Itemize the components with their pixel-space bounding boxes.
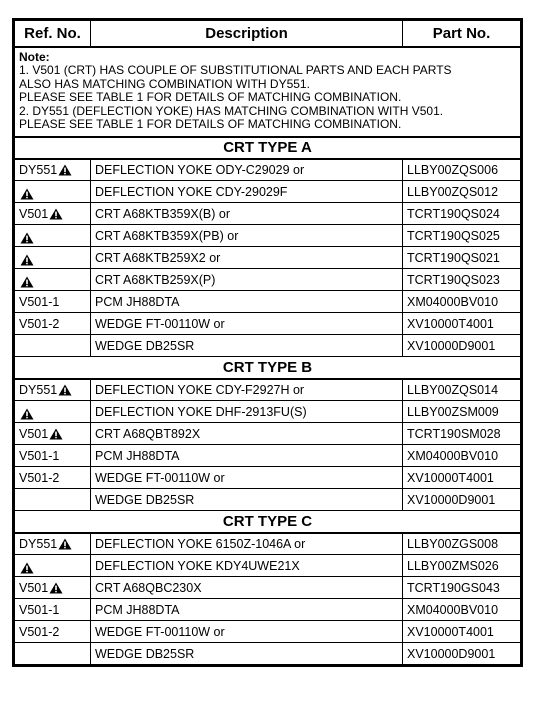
note-line: 1. V501 (CRT) HAS COUPLE OF SUBSTITUTIONAL PARTS AND EACH PARTS (19, 63, 452, 77)
ref-no-text: V501 (19, 206, 49, 221)
ref-no-wrapper (19, 188, 34, 200)
description-cell: DEFLECTION YOKE ODY-C29029 or (91, 159, 403, 181)
description-cell: DEFLECTION YOKE CDY-29029F (91, 181, 403, 203)
table-row (15, 643, 521, 665)
warning-triangle-icon (20, 232, 34, 244)
ref-no-cell (15, 291, 91, 313)
section-row (15, 357, 521, 379)
ref-no-cell (15, 269, 91, 291)
note-title: Note: (19, 49, 50, 64)
ref-no-cell (15, 467, 91, 489)
part-no-cell: TCRT190QS023 (403, 269, 521, 291)
description-cell: PCM JH88DTA (91, 291, 403, 313)
ref-no-wrapper (19, 408, 34, 420)
table-row (15, 555, 521, 577)
ref-no-cell (15, 335, 91, 357)
description-cell: WEDGE DB25SR (91, 489, 403, 511)
ref-no-cell (15, 203, 91, 225)
ref-no-wrapper (19, 581, 63, 595)
ref-no-wrapper (19, 625, 59, 639)
ref-no-text: V501-2 (19, 470, 60, 485)
part-no-cell: XV10000T4001 (403, 621, 521, 643)
ref-no-text: V501 (19, 580, 49, 595)
part-no-cell: XV10000D9001 (403, 643, 521, 665)
table-row (15, 203, 521, 225)
description-cell: WEDGE FT-00110W or (91, 467, 403, 489)
warning-triangle-icon (49, 428, 63, 440)
ref-no-wrapper (19, 562, 34, 574)
part-no-cell: TCRT190QS024 (403, 203, 521, 225)
table-body (15, 47, 521, 665)
note-line: PLEASE SEE TABLE 1 FOR DETAILS OF MATCHING COMBINATION. (19, 90, 402, 104)
part-no-cell: LLBY00ZGS008 (403, 533, 521, 555)
table-row (15, 445, 521, 467)
ref-no-wrapper (19, 232, 34, 244)
description-cell: CRT A68QBT892X (91, 423, 403, 445)
warning-triangle-icon (20, 254, 34, 266)
ref-no-wrapper (19, 317, 59, 331)
parts-list-sheet (12, 18, 523, 667)
ref-no-text: DY551 (19, 162, 58, 177)
warning-triangle-icon (20, 408, 34, 420)
ref-no-cell (15, 423, 91, 445)
ref-no-cell (15, 159, 91, 181)
part-no-header: Part No. (403, 21, 521, 47)
description-cell: WEDGE DB25SR (91, 643, 403, 665)
ref-no-cell (15, 445, 91, 467)
part-no-cell: TCRT190GS043 (403, 577, 521, 599)
ref-no-text: V501-1 (19, 448, 60, 463)
ref-no-text: V501-1 (19, 602, 60, 617)
table-row (15, 489, 521, 511)
part-no-cell: LLBY00ZQS014 (403, 379, 521, 401)
table-row (15, 533, 521, 555)
table-row (15, 621, 521, 643)
ref-no-wrapper (19, 207, 63, 221)
table-row (15, 181, 521, 203)
description-cell: CRT A68QBC230X (91, 577, 403, 599)
ref-no-text: V501 (19, 426, 49, 441)
warning-triangle-icon (49, 208, 63, 220)
section-title: CRT TYPE A (15, 137, 521, 159)
part-no-cell: XV10000T4001 (403, 467, 521, 489)
table-row (15, 423, 521, 445)
ref-no-cell (15, 489, 91, 511)
warning-triangle-icon (58, 384, 72, 396)
ref-no-cell (15, 555, 91, 577)
table-row (15, 269, 521, 291)
part-no-cell: XM04000BV010 (403, 599, 521, 621)
description-header: Description (91, 21, 403, 47)
part-no-cell: XV10000T4001 (403, 313, 521, 335)
note-cell (15, 47, 521, 137)
section-row (15, 511, 521, 533)
section-row (15, 137, 521, 159)
note-row (15, 47, 521, 137)
ref-no-cell (15, 643, 91, 665)
description-cell: CRT A68KTB259X(P) (91, 269, 403, 291)
description-cell: CRT A68KTB359X(PB) or (91, 225, 403, 247)
warning-triangle-icon (58, 164, 72, 176)
description-cell: CRT A68KTB359X(B) or (91, 203, 403, 225)
description-cell: PCM JH88DTA (91, 599, 403, 621)
table-header-row (15, 21, 521, 47)
table-row (15, 379, 521, 401)
part-no-cell: TCRT190QS025 (403, 225, 521, 247)
part-no-cell: LLBY00ZSM009 (403, 401, 521, 423)
warning-triangle-icon (20, 188, 34, 200)
ref-no-header: Ref. No. (15, 21, 91, 47)
section-title: CRT TYPE C (15, 511, 521, 533)
ref-no-cell (15, 181, 91, 203)
part-no-cell: XV10000D9001 (403, 489, 521, 511)
ref-no-wrapper (19, 295, 59, 309)
description-cell: PCM JH88DTA (91, 445, 403, 467)
table-row (15, 401, 521, 423)
section-title: CRT TYPE B (15, 357, 521, 379)
ref-no-text: DY551 (19, 536, 58, 551)
ref-no-cell (15, 599, 91, 621)
ref-no-cell (15, 577, 91, 599)
ref-no-wrapper (19, 603, 59, 617)
description-cell: CRT A68KTB259X2 or (91, 247, 403, 269)
note-line: 2. DY551 (DEFLECTION YOKE) HAS MATCHING COMBINATION WITH V501. (19, 103, 444, 118)
ref-no-text: V501-2 (19, 624, 60, 639)
table-row (15, 467, 521, 489)
ref-no-cell (15, 225, 91, 247)
table-row (15, 225, 521, 247)
ref-no-text: V501-2 (19, 316, 60, 331)
part-no-cell: LLBY00ZQS012 (403, 181, 521, 203)
description-cell: DEFLECTION YOKE CDY-F2927H or (91, 379, 403, 401)
part-no-cell: TCRT190SM028 (403, 423, 521, 445)
note-line: PLEASE SEE TABLE 1 FOR DETAILS OF MATCHING COMBINATION. (19, 117, 402, 131)
warning-triangle-icon (49, 582, 63, 594)
note-line: ALSO HAS MATCHING COMBINATION WITH DY551. (19, 76, 310, 91)
description-cell: WEDGE DB25SR (91, 335, 403, 357)
description-cell: WEDGE FT-00110W or (91, 313, 403, 335)
description-cell: DEFLECTION YOKE DHF-2913FU(S) (91, 401, 403, 423)
table-row (15, 159, 521, 181)
ref-no-text: DY551 (19, 382, 58, 397)
part-no-cell: XV10000D9001 (403, 335, 521, 357)
ref-no-wrapper (19, 163, 72, 177)
warning-triangle-icon (20, 276, 34, 288)
part-no-cell: XM04000BV010 (403, 445, 521, 467)
table-row (15, 335, 521, 357)
ref-no-cell (15, 401, 91, 423)
ref-no-cell (15, 313, 91, 335)
ref-no-cell (15, 247, 91, 269)
ref-no-cell (15, 533, 91, 555)
table-row (15, 291, 521, 313)
table-row (15, 313, 521, 335)
parts-table (14, 20, 521, 665)
part-no-cell: LLBY00ZMS026 (403, 555, 521, 577)
ref-no-cell (15, 621, 91, 643)
part-no-cell: TCRT190QS021 (403, 247, 521, 269)
table-row (15, 577, 521, 599)
warning-triangle-icon (58, 538, 72, 550)
ref-no-wrapper (19, 471, 59, 485)
part-no-cell: XM04000BV010 (403, 291, 521, 313)
part-no-cell: LLBY00ZQS006 (403, 159, 521, 181)
table-row (15, 599, 521, 621)
ref-no-cell (15, 379, 91, 401)
description-cell: DEFLECTION YOKE 6150Z-1046A or (91, 533, 403, 555)
ref-no-wrapper (19, 449, 59, 463)
description-cell: DEFLECTION YOKE KDY4UWE21X (91, 555, 403, 577)
ref-no-wrapper (19, 427, 63, 441)
ref-no-wrapper (19, 537, 72, 551)
ref-no-wrapper (19, 383, 72, 397)
ref-no-wrapper (19, 276, 34, 288)
table-row (15, 247, 521, 269)
description-cell: WEDGE FT-00110W or (91, 621, 403, 643)
ref-no-text: V501-1 (19, 294, 60, 309)
warning-triangle-icon (20, 562, 34, 574)
ref-no-wrapper (19, 254, 34, 266)
